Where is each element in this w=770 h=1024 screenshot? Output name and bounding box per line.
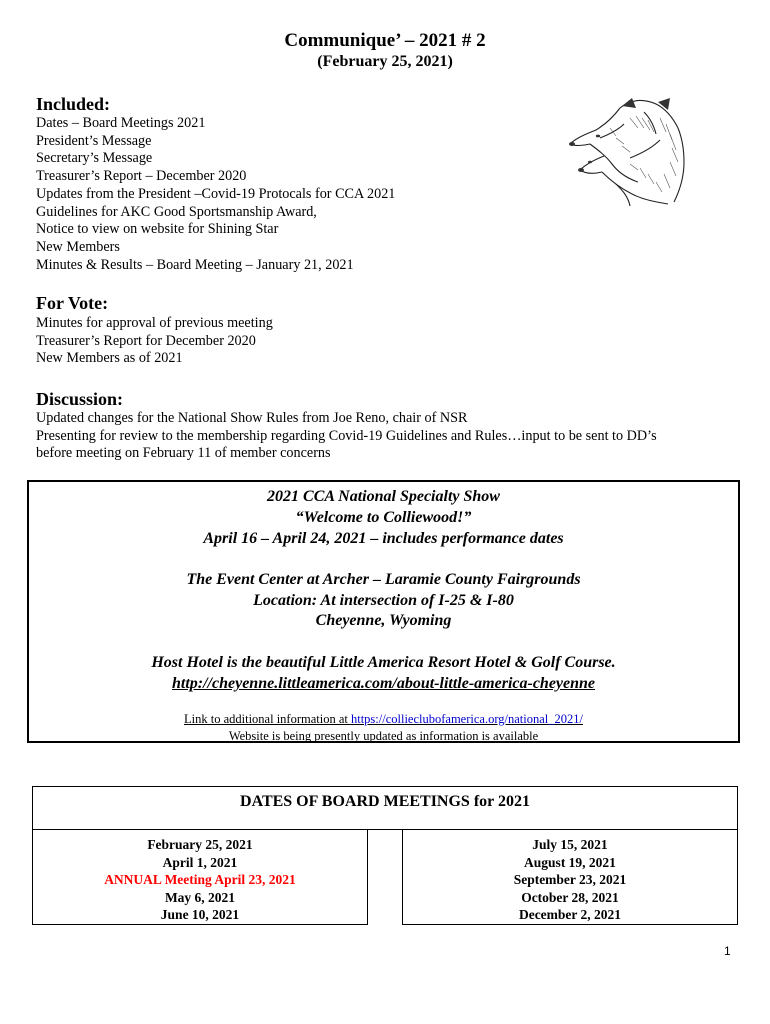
info-link-line[interactable] — [29, 712, 738, 727]
meeting-date: May 6, 2021 — [164, 889, 236, 905]
list-item: New Members as of 2021 — [36, 350, 183, 367]
board-dates-left — [32, 829, 368, 925]
info-link-prefix: Link to additional information at — [184, 712, 351, 726]
collie-dogs-illustration — [560, 98, 696, 210]
discussion-list — [36, 410, 657, 463]
info-link-url[interactable]: https://collieclubofamerica.org/national_2021/ — [350, 712, 583, 726]
meeting-date: April 1, 2021 — [162, 854, 238, 870]
list-item: Treasurer’s Report for December 2020 — [36, 332, 256, 349]
list-item: Dates – Board Meetings 2021 — [36, 115, 206, 131]
meeting-date: June 10, 2021 — [160, 907, 240, 922]
show-title: 2021 CCA National Specialty Show — [267, 488, 500, 505]
board-dates-right — [402, 829, 738, 925]
list-item: before meeting on February 11 of member concerns — [36, 445, 331, 462]
meeting-date: February 25, 2021 — [147, 837, 253, 852]
meeting-date: September 23, 2021 — [513, 872, 627, 887]
show-city: Cheyenne, Wyoming — [315, 612, 452, 629]
for-vote-list — [36, 315, 273, 368]
list-item: President’s Message — [36, 132, 152, 149]
discussion-heading: Discussion: — [36, 389, 124, 409]
list-item: Guidelines for AKC Good Sportsmanship Award, — [36, 203, 317, 220]
website-note: Website is being presently updated as information is available — [228, 729, 539, 743]
show-venue: The Event Center at Archer – Laramie County Fairgrounds — [186, 571, 581, 588]
meeting-date: July 15, 2021 — [532, 837, 608, 852]
show-dates: April 16 – April 24, 2021 – includes performance dates — [203, 530, 564, 547]
annual-meeting-date: ANNUAL Meeting April 23, 2021 — [104, 872, 296, 887]
page-title: Communique’ – 2021 # 2 — [284, 30, 486, 51]
list-item: Minutes & Results – Board Meeting – January 21, 2021 — [36, 256, 354, 273]
national-show-box — [27, 480, 740, 743]
show-location: Location: At intersection of I-25 & I-80 — [253, 592, 514, 609]
list-item: New Members — [36, 238, 120, 255]
page-number: 1 — [724, 944, 731, 958]
meeting-date: August 19, 2021 — [524, 854, 616, 870]
table-divider — [367, 829, 403, 830]
list-item: Minutes for approval of previous meeting — [36, 315, 273, 331]
for-vote-heading: For Vote: — [36, 293, 109, 313]
list-item: Secretary’s Message — [36, 150, 153, 167]
list-item: Updates from the President –Covid-19 Protocals for CCA 2021 — [36, 185, 396, 202]
hotel-link[interactable]: http://cheyenne.littleamerica.com/about-little-america-cheyenne — [171, 675, 596, 692]
included-list — [36, 115, 395, 274]
list-item: Treasurer’s Report – December 2020 — [36, 168, 247, 185]
show-theme: “Welcome to Colliewood!” — [295, 509, 472, 526]
issue-date: (February 25, 2021) — [317, 53, 453, 70]
list-item: Notice to view on website for Shining Star — [36, 221, 279, 238]
host-hotel: Host Hotel is the beautiful Little America Resort Hotel & Golf Course. — [151, 654, 616, 671]
meeting-date: October 28, 2021 — [521, 889, 619, 905]
included-heading: Included: — [36, 94, 111, 114]
list-item: Updated changes for the National Show Rules from Joe Reno, chair of NSR — [36, 410, 468, 426]
list-item: Presenting for review to the membership regarding Covid-19 Guidelines and Rules…input to be sent to DD’s — [36, 427, 657, 444]
board-meetings-heading: DATES OF BOARD MEETINGS for 2021 — [32, 786, 738, 830]
meeting-date: December 2, 2021 — [518, 907, 622, 922]
